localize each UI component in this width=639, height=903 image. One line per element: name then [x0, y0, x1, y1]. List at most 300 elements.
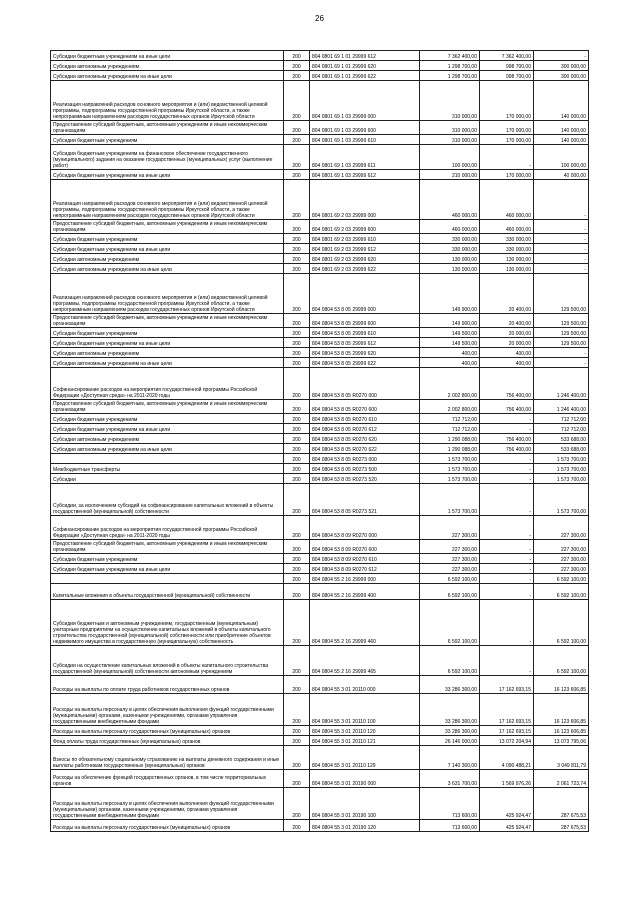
row-name-cell: Фонд оплаты труда государственных (муниципальных) органов: [51, 736, 284, 746]
row-classification-cell: 804 0801 69 1 01 29999 622: [310, 71, 420, 81]
table-row: [51, 180, 589, 220]
row-classification-cell: 804 0801 69 2 03 29999 620: [310, 254, 420, 264]
row-approved-amount-cell: 2 002 800,00: [420, 368, 480, 400]
row-classification-cell: 804 0804 55 3 01 20110 129: [310, 746, 420, 770]
row-code-cell: 200: [284, 574, 310, 584]
row-code-cell: 200: [284, 328, 310, 338]
table-row: [51, 414, 589, 424]
row-name-cell: Субсидии бюджетным учреждениям: [51, 554, 284, 564]
row-executed-amount-cell: 330 000,00: [480, 244, 534, 254]
row-unexecuted-amount-cell: 227 300,00: [534, 540, 589, 554]
row-approved-amount-cell: 149 500,00: [420, 328, 480, 338]
row-code-cell: 200: [284, 788, 310, 820]
table-row: [51, 746, 589, 770]
row-unexecuted-amount-cell: 16 123 606,85: [534, 726, 589, 736]
row-classification-cell: 804 0804 55 3 01 20190 000: [310, 770, 420, 788]
row-executed-amount-cell: -: [480, 464, 534, 474]
table-row: [51, 254, 589, 264]
row-unexecuted-amount-cell: 129 500,00: [534, 338, 589, 348]
row-approved-amount-cell: 330 000,00: [420, 244, 480, 254]
row-code-cell: 200: [284, 726, 310, 736]
row-name-cell: Субсидии на осуществление капитальных вложений в объекты капитального строительства государственной (муниципальной) собственности автономным учреждениям: [51, 646, 284, 676]
row-unexecuted-amount-cell: -: [534, 358, 589, 368]
row-classification-cell: 804 0804 55 2 16 29999 400: [310, 584, 420, 600]
table-row: [51, 770, 589, 788]
row-name-cell: Реализация направлений расходов основного мероприятия и (или) ведомственной целевой программы, подпрограммы государственной программы Иркутской области, а также непрограммным направлениям расходов государственных органов Иркутской области: [51, 81, 284, 121]
row-unexecuted-amount-cell: 287 675,53: [534, 788, 589, 820]
row-name-cell: Субсидии автономным учреждениям: [51, 348, 284, 358]
row-name-cell: [51, 454, 284, 464]
row-unexecuted-amount-cell: 6 592 100,00: [534, 646, 589, 676]
table-row: [51, 61, 589, 71]
row-approved-amount-cell: 149 900,00: [420, 314, 480, 328]
row-unexecuted-amount-cell: 712 712,00: [534, 424, 589, 434]
row-name-cell: Софинансирование расходов на мероприятия государственной программы Российской Федерации «Доступная среда» на 2011-2020 годы: [51, 368, 284, 400]
row-code-cell: 200: [284, 564, 310, 574]
row-approved-amount-cell: 227 300,00: [420, 564, 480, 574]
row-code-cell: 200: [284, 554, 310, 564]
table-row: [51, 484, 589, 516]
row-executed-amount-cell: -: [480, 484, 534, 516]
row-name-cell: Межбюджетные трансферты: [51, 464, 284, 474]
row-classification-cell: 804 0804 55 3 01 20190 100: [310, 788, 420, 820]
row-code-cell: 200: [284, 600, 310, 646]
row-approved-amount-cell: 310 000,00: [420, 135, 480, 145]
row-executed-amount-cell: -: [480, 145, 534, 170]
row-name-cell: Предоставление субсидий бюджетным, автономным учреждениям и иным некоммерческим организациям: [51, 220, 284, 234]
row-unexecuted-amount-cell: 129 500,00: [534, 274, 589, 314]
row-approved-amount-cell: 310 000,00: [420, 81, 480, 121]
row-name-cell: Расходы на выплаты персоналу государственных (муниципальных) органов: [51, 820, 284, 832]
row-approved-amount-cell: 713 600,00: [420, 788, 480, 820]
row-approved-amount-cell: 1 573 700,00: [420, 484, 480, 516]
row-code-cell: 200: [284, 820, 310, 832]
row-name-cell: Реализация направлений расходов основного мероприятия и (или) ведомственной целевой программы, подпрограммы государственной программы Иркутской области, а также непрограммным направлениям расходов государственных органов Иркутской области: [51, 180, 284, 220]
row-approved-amount-cell: 712 712,00: [420, 414, 480, 424]
table-row: [51, 788, 589, 820]
row-code-cell: 200: [284, 274, 310, 314]
row-unexecuted-amount-cell: -: [534, 51, 589, 61]
table-row: [51, 646, 589, 676]
row-approved-amount-cell: 1 573 700,00: [420, 454, 480, 464]
row-executed-amount-cell: 756 400,00: [480, 434, 534, 444]
row-executed-amount-cell: 756 400,00: [480, 400, 534, 414]
row-name-cell: Расходы на выплаты по оплате труда работников государственных органов: [51, 676, 284, 694]
row-code-cell: 200: [284, 220, 310, 234]
row-name-cell: Субсидии бюджетным учреждениям на иные цели: [51, 244, 284, 254]
row-code-cell: 200: [284, 694, 310, 726]
row-classification-cell: 804 0801 69 1 03 29999 600: [310, 121, 420, 135]
row-classification-cell: 804 0801 69 2 03 29999 000: [310, 180, 420, 220]
table-row: [51, 464, 589, 474]
budget-execution-table: [50, 50, 589, 832]
row-unexecuted-amount-cell: 16 123 606,85: [534, 676, 589, 694]
row-code-cell: 200: [284, 746, 310, 770]
row-executed-amount-cell: 20 000,00: [480, 328, 534, 338]
row-executed-amount-cell: -: [480, 516, 534, 540]
row-executed-amount-cell: 4 090 488,21: [480, 746, 534, 770]
row-code-cell: 200: [284, 234, 310, 244]
row-approved-amount-cell: 1 573 700,00: [420, 474, 480, 484]
row-code-cell: 200: [284, 51, 310, 61]
row-classification-cell: 804 0804 55 3 01 20110 120: [310, 726, 420, 736]
table-row: [51, 338, 589, 348]
table-row: [51, 474, 589, 484]
row-classification-cell: 804 0804 53 8 09 R0270 000: [310, 516, 420, 540]
row-classification-cell: 804 0801 69 1 01 29999 620: [310, 61, 420, 71]
row-name-cell: [51, 574, 284, 584]
row-name-cell: Софинансирование расходов на мероприятия государственной программы Российской Федерации «Доступная среда» на 2011-2020 годы: [51, 516, 284, 540]
row-unexecuted-amount-cell: 1 246 400,00: [534, 368, 589, 400]
row-approved-amount-cell: 1 298 700,00: [420, 71, 480, 81]
row-name-cell: Предоставление субсидий бюджетным, автономным учреждениям и иным некоммерческим организациям: [51, 314, 284, 328]
table-row: [51, 135, 589, 145]
row-code-cell: 200: [284, 484, 310, 516]
table-row: [51, 368, 589, 400]
row-unexecuted-amount-cell: 100 000,00: [534, 145, 589, 170]
row-approved-amount-cell: 460 000,00: [420, 180, 480, 220]
table-row: [51, 584, 589, 600]
table-row: [51, 444, 589, 454]
row-approved-amount-cell: 1 573 700,00: [420, 464, 480, 474]
table-row: [51, 121, 589, 135]
row-executed-amount-cell: -: [480, 600, 534, 646]
row-name-cell: Субсидии автономным учреждениям: [51, 434, 284, 444]
row-classification-cell: 804 0804 53 8 05 R0270 622: [310, 444, 420, 454]
row-code-cell: 200: [284, 170, 310, 180]
table-row: [51, 145, 589, 170]
row-approved-amount-cell: 130 000,00: [420, 264, 480, 274]
row-executed-amount-cell: 17 162 693,15: [480, 726, 534, 736]
row-classification-cell: 804 0804 53 8 09 R0270 600: [310, 540, 420, 554]
row-name-cell: Субсидии бюджетным учреждениям: [51, 135, 284, 145]
row-executed-amount-cell: 400,00: [480, 348, 534, 358]
row-unexecuted-amount-cell: 140 000,00: [534, 135, 589, 145]
row-classification-cell: 804 0801 69 2 03 29999 600: [310, 220, 420, 234]
table-row: [51, 328, 589, 338]
row-code-cell: 200: [284, 244, 310, 254]
table-row: [51, 554, 589, 564]
row-name-cell: Субсидии бюджетным учреждениям на иные цели: [51, 564, 284, 574]
table-row: [51, 434, 589, 444]
row-executed-amount-cell: -: [480, 646, 534, 676]
row-unexecuted-amount-cell: -: [534, 234, 589, 244]
row-executed-amount-cell: -: [480, 474, 534, 484]
table-row: [51, 244, 589, 254]
row-name-cell: Субсидии автономным учреждениям на иные цели: [51, 71, 284, 81]
row-approved-amount-cell: 130 000,00: [420, 254, 480, 264]
row-classification-cell: 804 0804 55 3 01 20110 121: [310, 736, 420, 746]
row-unexecuted-amount-cell: 1 573 700,00: [534, 464, 589, 474]
row-executed-amount-cell: -: [480, 414, 534, 424]
row-classification-cell: 804 0804 55 3 01 20190 120: [310, 820, 420, 832]
table-row: [51, 170, 589, 180]
row-classification-cell: 804 0804 53 8 05 29999 000: [310, 274, 420, 314]
row-name-cell: Субсидии бюджетным и автономным учреждениям, государственным (муниципальным) унитарным предприятиям на осуществление капитальных вложений в объекты капитального строительства государственной (муниципальной) собственности или приобретение объектов недвижимого имущества в государственную (муниципальную) собственность: [51, 600, 284, 646]
table-row: [51, 81, 589, 121]
table-row: [51, 676, 589, 694]
row-code-cell: 200: [284, 121, 310, 135]
row-unexecuted-amount-cell: 227 300,00: [534, 564, 589, 574]
row-approved-amount-cell: 149 500,00: [420, 338, 480, 348]
row-name-cell: Субсидии бюджетным учреждениям на финансовое обеспечение государственного (муниципального) задания на оказание государственных (муниципальных) услуг (выполнение работ): [51, 145, 284, 170]
table-row: [51, 574, 589, 584]
table-row: [51, 314, 589, 328]
row-approved-amount-cell: 400,00: [420, 358, 480, 368]
row-code-cell: 200: [284, 358, 310, 368]
row-name-cell: Субсидии бюджетным учреждениям на иные цели: [51, 51, 284, 61]
row-code-cell: 200: [284, 348, 310, 358]
row-executed-amount-cell: 460 000,00: [480, 220, 534, 234]
row-code-cell: 200: [284, 264, 310, 274]
row-approved-amount-cell: 6 592 100,00: [420, 600, 480, 646]
row-classification-cell: 804 0804 53 8 05 R0270 610: [310, 414, 420, 424]
row-classification-cell: 804 0804 53 8 05 R0270 620: [310, 434, 420, 444]
row-unexecuted-amount-cell: -: [534, 254, 589, 264]
table-row: [51, 274, 589, 314]
row-classification-cell: 804 0804 53 8 05 29999 622: [310, 358, 420, 368]
row-approved-amount-cell: 210 000,00: [420, 170, 480, 180]
row-code-cell: 200: [284, 400, 310, 414]
table-row: [51, 234, 589, 244]
table-row: [51, 694, 589, 726]
table-row: [51, 726, 589, 736]
row-executed-amount-cell: 998 700,00: [480, 61, 534, 71]
row-unexecuted-amount-cell: 227 300,00: [534, 554, 589, 564]
row-code-cell: 200: [284, 736, 310, 746]
row-approved-amount-cell: 227 300,00: [420, 540, 480, 554]
row-classification-cell: 804 0804 53 8 05 R0270 600: [310, 400, 420, 414]
row-executed-amount-cell: 1 569 976,26: [480, 770, 534, 788]
row-name-cell: Предоставление субсидий бюджетным, автономным учреждениям и иным некоммерческим организациям: [51, 400, 284, 414]
row-unexecuted-amount-cell: 129 500,00: [534, 328, 589, 338]
row-executed-amount-cell: 130 000,00: [480, 254, 534, 264]
row-name-cell: Субсидии бюджетным учреждениям на иные цели: [51, 170, 284, 180]
row-code-cell: 200: [284, 464, 310, 474]
row-name-cell: Субсидии автономным учреждениям на иные цели: [51, 444, 284, 454]
row-code-cell: 200: [284, 770, 310, 788]
row-name-cell: Субсидии автономным учреждениям на иные цели: [51, 264, 284, 274]
row-approved-amount-cell: 227 300,00: [420, 554, 480, 564]
row-classification-cell: 804 0801 69 2 03 29999 622: [310, 264, 420, 274]
row-code-cell: 200: [284, 516, 310, 540]
row-approved-amount-cell: 227 300,00: [420, 516, 480, 540]
row-unexecuted-amount-cell: 287 675,53: [534, 820, 589, 832]
row-name-cell: Субсидии бюджетным учреждениям: [51, 234, 284, 244]
row-unexecuted-amount-cell: 6 592 100,00: [534, 584, 589, 600]
row-approved-amount-cell: 33 286 300,00: [420, 726, 480, 736]
table-row: [51, 820, 589, 832]
row-code-cell: 200: [284, 444, 310, 454]
row-unexecuted-amount-cell: 40 000,00: [534, 170, 589, 180]
row-classification-cell: 804 0804 53 8 09 R0270 612: [310, 564, 420, 574]
budget-table-body: [51, 51, 589, 832]
row-classification-cell: 804 0804 55 3 01 20110 100: [310, 694, 420, 726]
row-name-cell: Субсидии автономным учреждениям: [51, 61, 284, 71]
row-unexecuted-amount-cell: 16 123 606,85: [534, 694, 589, 726]
row-approved-amount-cell: 149 900,00: [420, 274, 480, 314]
row-name-cell: Капитальные вложения в объекты государственной (муниципальной) собственности: [51, 584, 284, 600]
row-classification-cell: 804 0804 53 8 09 R0270 610: [310, 554, 420, 564]
row-unexecuted-amount-cell: 129 500,00: [534, 314, 589, 328]
row-classification-cell: 804 0804 53 8 05 29999 610: [310, 328, 420, 338]
row-name-cell: Субсидии бюджетным учреждениям на иные цели: [51, 424, 284, 434]
row-classification-cell: 804 0801 69 1 01 29999 612: [310, 51, 420, 61]
row-classification-cell: 804 0801 69 1 03 29999 611: [310, 145, 420, 170]
row-approved-amount-cell: 712 712,00: [420, 424, 480, 434]
row-executed-amount-cell: 170 000,00: [480, 135, 534, 145]
row-executed-amount-cell: 425 924,47: [480, 788, 534, 820]
row-unexecuted-amount-cell: 227 300,00: [534, 516, 589, 540]
page-number: 26: [315, 14, 324, 23]
row-code-cell: 200: [284, 135, 310, 145]
row-approved-amount-cell: 1 290 088,00: [420, 434, 480, 444]
row-approved-amount-cell: 7 362 400,00: [420, 51, 480, 61]
row-classification-cell: 804 0804 53 8 05 R0270 000: [310, 368, 420, 400]
row-executed-amount-cell: 170 000,00: [480, 170, 534, 180]
row-name-cell: Предоставление субсидий бюджетным, автономным учреждениям и иным некоммерческим организациям: [51, 540, 284, 554]
row-code-cell: 200: [284, 646, 310, 676]
row-executed-amount-cell: 400,00: [480, 358, 534, 368]
row-executed-amount-cell: -: [480, 540, 534, 554]
table-row: [51, 540, 589, 554]
row-classification-cell: 804 0804 53 8 05 R0273 500: [310, 464, 420, 474]
table-row: [51, 516, 589, 540]
row-classification-cell: 804 0804 55 2 16 29999 465: [310, 646, 420, 676]
row-code-cell: 200: [284, 434, 310, 444]
row-approved-amount-cell: 400,00: [420, 348, 480, 358]
row-executed-amount-cell: 20 400,00: [480, 274, 534, 314]
row-executed-amount-cell: 17 162 693,15: [480, 694, 534, 726]
row-classification-cell: 804 0804 53 8 05 R0270 612: [310, 424, 420, 434]
row-unexecuted-amount-cell: 1 573 700,00: [534, 474, 589, 484]
row-unexecuted-amount-cell: 13 073 795,06: [534, 736, 589, 746]
row-approved-amount-cell: 460 000,00: [420, 220, 480, 234]
row-approved-amount-cell: 330 000,00: [420, 234, 480, 244]
row-classification-cell: 804 0801 69 1 03 29999 610: [310, 135, 420, 145]
row-approved-amount-cell: 1 298 700,00: [420, 61, 480, 71]
row-executed-amount-cell: 756 400,00: [480, 444, 534, 454]
row-executed-amount-cell: 20 400,00: [480, 314, 534, 328]
row-executed-amount-cell: -: [480, 584, 534, 600]
row-executed-amount-cell: 756 400,00: [480, 368, 534, 400]
table-row: [51, 51, 589, 61]
row-name-cell: Расходы на выплаты персоналу в целях обеспечения выполнения функций государственными (муниципальными) органами, казенными учреждениями, органами управления государственными внебюджетными фондами: [51, 694, 284, 726]
row-unexecuted-amount-cell: 6 592 100,00: [534, 600, 589, 646]
row-classification-cell: 804 0801 69 1 03 29999 000: [310, 81, 420, 121]
row-classification-cell: 804 0804 53 8 05 R0273 520: [310, 474, 420, 484]
row-executed-amount-cell: 460 000,00: [480, 180, 534, 220]
row-unexecuted-amount-cell: 1 246 400,00: [534, 400, 589, 414]
row-executed-amount-cell: 330 000,00: [480, 234, 534, 244]
row-name-cell: Субсидии автономным учреждениям: [51, 254, 284, 264]
table-row: [51, 358, 589, 368]
row-code-cell: 200: [284, 81, 310, 121]
row-executed-amount-cell: 13 072 204,94: [480, 736, 534, 746]
row-executed-amount-cell: 170 000,00: [480, 121, 534, 135]
row-approved-amount-cell: 100 000,00: [420, 145, 480, 170]
row-unexecuted-amount-cell: -: [534, 220, 589, 234]
row-unexecuted-amount-cell: 2 061 723,74: [534, 770, 589, 788]
row-unexecuted-amount-cell: 533 688,00: [534, 444, 589, 454]
row-code-cell: 200: [284, 368, 310, 400]
row-name-cell: Расходы на выплаты персоналу государственных (муниципальных) органов: [51, 726, 284, 736]
row-unexecuted-amount-cell: 300 000,00: [534, 61, 589, 71]
row-unexecuted-amount-cell: 300 000,00: [534, 71, 589, 81]
row-classification-cell: 804 0804 55 2 16 29999 000: [310, 574, 420, 584]
row-unexecuted-amount-cell: -: [534, 348, 589, 358]
row-executed-amount-cell: 7 362 400,00: [480, 51, 534, 61]
row-unexecuted-amount-cell: 6 592 100,00: [534, 574, 589, 584]
table-row: [51, 564, 589, 574]
row-code-cell: 200: [284, 145, 310, 170]
row-unexecuted-amount-cell: 533 688,00: [534, 434, 589, 444]
row-code-cell: 200: [284, 676, 310, 694]
row-executed-amount-cell: 425 924,47: [480, 820, 534, 832]
row-approved-amount-cell: 33 286 300,00: [420, 694, 480, 726]
row-name-cell: Расходы на выплаты персоналу в целях обеспечения выполнения функций государственными (муниципальными) органами, казенными учреждениями, органами управления государственными внебюджетными фондами: [51, 788, 284, 820]
row-unexecuted-amount-cell: 1 573 700,00: [534, 484, 589, 516]
row-executed-amount-cell: -: [480, 574, 534, 584]
row-code-cell: 200: [284, 454, 310, 464]
row-executed-amount-cell: -: [480, 454, 534, 464]
row-classification-cell: 804 0804 55 2 16 29999 460: [310, 600, 420, 646]
row-approved-amount-cell: 713 600,00: [420, 820, 480, 832]
row-name-cell: Субсидии бюджетным учреждениям: [51, 414, 284, 424]
row-classification-cell: 804 0801 69 2 03 29999 612: [310, 244, 420, 254]
row-name-cell: Взносы по обязательному социальному страхованию на выплаты денежного содержания и иные выплаты работникам государственных (муниципальных) органов: [51, 746, 284, 770]
row-classification-cell: 804 0804 53 8 05 29999 600: [310, 314, 420, 328]
row-unexecuted-amount-cell: 3 049 811,79: [534, 746, 589, 770]
row-approved-amount-cell: 33 286 300,00: [420, 676, 480, 694]
row-code-cell: 200: [284, 254, 310, 264]
row-code-cell: 200: [284, 71, 310, 81]
row-code-cell: 200: [284, 414, 310, 424]
row-name-cell: Расходы на обеспечение функций государственных органов, в том числе территориальных органов: [51, 770, 284, 788]
row-code-cell: 200: [284, 474, 310, 484]
table-row: [51, 348, 589, 358]
row-executed-amount-cell: -: [480, 554, 534, 564]
row-name-cell: Предоставление субсидий бюджетным, автономным учреждениям и иным некоммерческим организациям: [51, 121, 284, 135]
row-unexecuted-amount-cell: 712 712,00: [534, 414, 589, 424]
row-unexecuted-amount-cell: -: [534, 244, 589, 254]
row-classification-cell: 804 0801 69 1 03 29999 612: [310, 170, 420, 180]
row-name-cell: Субсидии, за исключением субсидий на софинансирование капитальных вложений в объекты государственной (муниципальной) собственности: [51, 484, 284, 516]
row-code-cell: 200: [284, 338, 310, 348]
row-classification-cell: 804 0804 53 8 05 R0273 521: [310, 484, 420, 516]
row-name-cell: Реализация направлений расходов основного мероприятия и (или) ведомственной целевой программы, подпрограммы государственной программы Иркутской области, а также непрограммным направлениям расходов государственных органов Иркутской области: [51, 274, 284, 314]
row-approved-amount-cell: 26 146 000,00: [420, 736, 480, 746]
row-approved-amount-cell: 6 592 100,00: [420, 584, 480, 600]
row-name-cell: Субсидии: [51, 474, 284, 484]
row-executed-amount-cell: 20 000,00: [480, 338, 534, 348]
table-row: [51, 264, 589, 274]
row-classification-cell: 804 0804 53 8 05 29999 620: [310, 348, 420, 358]
row-code-cell: 200: [284, 180, 310, 220]
table-row: [51, 454, 589, 464]
table-row: [51, 220, 589, 234]
row-executed-amount-cell: 170 000,00: [480, 81, 534, 121]
row-unexecuted-amount-cell: 140 000,00: [534, 81, 589, 121]
row-code-cell: 200: [284, 540, 310, 554]
row-classification-cell: 804 0804 53 8 05 29999 612: [310, 338, 420, 348]
table-row: [51, 71, 589, 81]
table-row: [51, 400, 589, 414]
row-code-cell: 200: [284, 314, 310, 328]
row-approved-amount-cell: 3 631 700,00: [420, 770, 480, 788]
table-row: [51, 424, 589, 434]
row-code-cell: 200: [284, 424, 310, 434]
